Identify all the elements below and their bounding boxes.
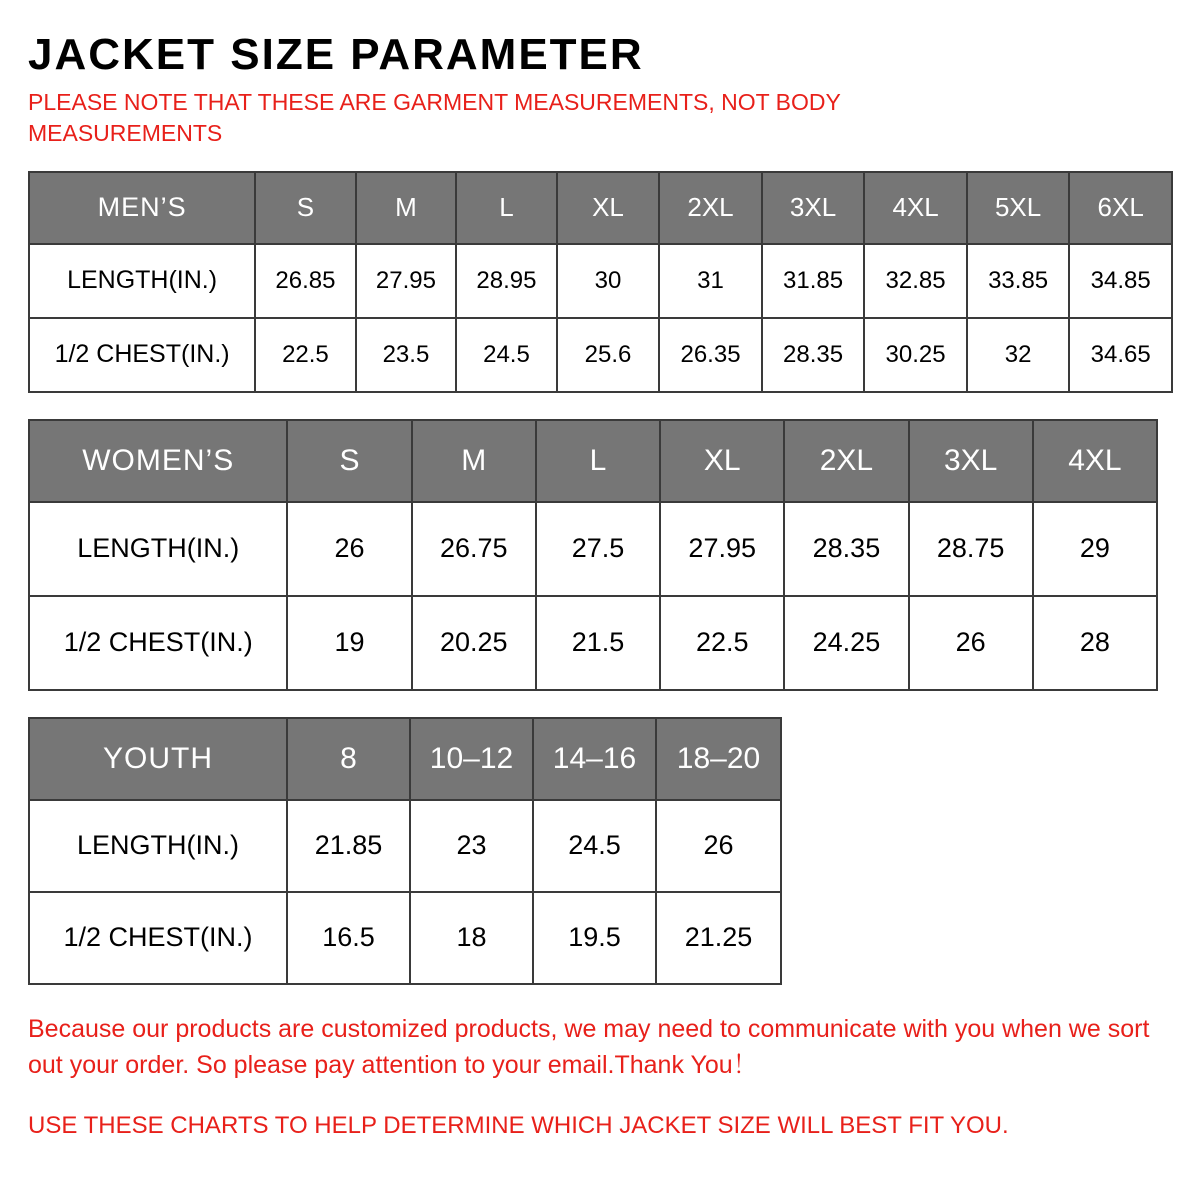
- table-cell: 27.5: [536, 502, 660, 596]
- column-header: S: [255, 172, 356, 244]
- table-header-row: [29, 172, 1172, 244]
- table-cell: 26.75: [412, 502, 536, 596]
- table-cell: 19.5: [533, 892, 656, 984]
- column-header: 2XL: [659, 172, 762, 244]
- table-cell: 19: [287, 596, 411, 690]
- table-row: [29, 502, 1157, 596]
- youth-header-label: YOUTH: [29, 718, 287, 800]
- table-cell: 22.5: [255, 318, 356, 392]
- table-cell: 20.25: [412, 596, 536, 690]
- table-cell: 24.25: [784, 596, 908, 690]
- column-header: 3XL: [762, 172, 865, 244]
- table-cell: 28.35: [762, 318, 865, 392]
- table-cell: 26: [909, 596, 1033, 690]
- table-row: [29, 892, 781, 984]
- row-label: LENGTH(IN.): [29, 800, 287, 892]
- table-row: [29, 244, 1172, 318]
- table-cell: 30: [557, 244, 660, 318]
- table-cell: 31: [659, 244, 762, 318]
- row-label: LENGTH(IN.): [29, 244, 255, 318]
- table-cell: 24.5: [456, 318, 557, 392]
- column-header: L: [536, 420, 660, 502]
- column-header: 3XL: [909, 420, 1033, 502]
- garment-measurement-note: PLEASE NOTE THAT THESE ARE GARMENT MEASUREMENTS, NOT BODY MEASUREMENTS: [28, 88, 841, 146]
- column-header: 8: [287, 718, 410, 800]
- table-cell: 26: [287, 502, 411, 596]
- table-cell: 31.85: [762, 244, 865, 318]
- table-cell: 28: [1033, 596, 1157, 690]
- table-cell: 28.35: [784, 502, 908, 596]
- table-cell: 18: [410, 892, 533, 984]
- table-cell: 28.75: [909, 502, 1033, 596]
- row-label: 1/2 CHEST(IN.): [29, 596, 287, 690]
- column-header: M: [412, 420, 536, 502]
- table-cell: 26.35: [659, 318, 762, 392]
- table-cell: 26: [656, 800, 781, 892]
- table-row: [29, 596, 1157, 690]
- table-cell: 34.85: [1069, 244, 1172, 318]
- customization-note: Because our products are customized products, we may need to communicate with you when we sort out your order. So please pay attention to your email.Thank You！: [28, 1014, 1150, 1079]
- table-header-row: [29, 420, 1157, 502]
- table-cell: 23.5: [356, 318, 457, 392]
- column-header: S: [287, 420, 411, 502]
- table-cell: 22.5: [660, 596, 784, 690]
- table-cell: 32: [967, 318, 1070, 392]
- table-row: [29, 800, 781, 892]
- column-header: XL: [557, 172, 660, 244]
- chart-usage-note: USE THESE CHARTS TO HELP DETERMINE WHICH JACKET SIZE WILL BEST FIT YOU.: [28, 1112, 1009, 1140]
- table-cell: 21.85: [287, 800, 410, 892]
- table-cell: 27.95: [356, 244, 457, 318]
- row-label: 1/2 CHEST(IN.): [29, 318, 255, 392]
- table-header-row: [29, 718, 781, 800]
- column-header: XL: [660, 420, 784, 502]
- table-cell: 32.85: [864, 244, 967, 318]
- mens-size-table: [28, 171, 1173, 393]
- table-cell: 27.95: [660, 502, 784, 596]
- table-cell: 21.5: [536, 596, 660, 690]
- mens-header-label: MEN’S: [29, 172, 255, 244]
- column-header: 6XL: [1069, 172, 1172, 244]
- table-cell: 30.25: [864, 318, 967, 392]
- table-cell: 34.65: [1069, 318, 1172, 392]
- column-header: 2XL: [784, 420, 908, 502]
- table-cell: 25.6: [557, 318, 660, 392]
- table-cell: 23: [410, 800, 533, 892]
- column-header: 5XL: [967, 172, 1070, 244]
- table-row: [29, 318, 1172, 392]
- column-header: 4XL: [864, 172, 967, 244]
- table-cell: 21.25: [656, 892, 781, 984]
- column-header: 14–16: [533, 718, 656, 800]
- table-cell: 26.85: [255, 244, 356, 318]
- column-header: L: [456, 172, 557, 244]
- table-cell: 16.5: [287, 892, 410, 984]
- row-label: 1/2 CHEST(IN.): [29, 892, 287, 984]
- column-header: M: [356, 172, 457, 244]
- page-title: JACKET SIZE PARAMETER: [28, 30, 644, 79]
- row-label: LENGTH(IN.): [29, 502, 287, 596]
- youth-size-table: [28, 717, 782, 985]
- column-header: 4XL: [1033, 420, 1157, 502]
- column-header: 18–20: [656, 718, 781, 800]
- womens-header-label: WOMEN’S: [29, 420, 287, 502]
- table-cell: 28.95: [456, 244, 557, 318]
- table-cell: 24.5: [533, 800, 656, 892]
- column-header: 10–12: [410, 718, 533, 800]
- table-cell: 33.85: [967, 244, 1070, 318]
- table-cell: 29: [1033, 502, 1157, 596]
- womens-size-table: [28, 419, 1158, 691]
